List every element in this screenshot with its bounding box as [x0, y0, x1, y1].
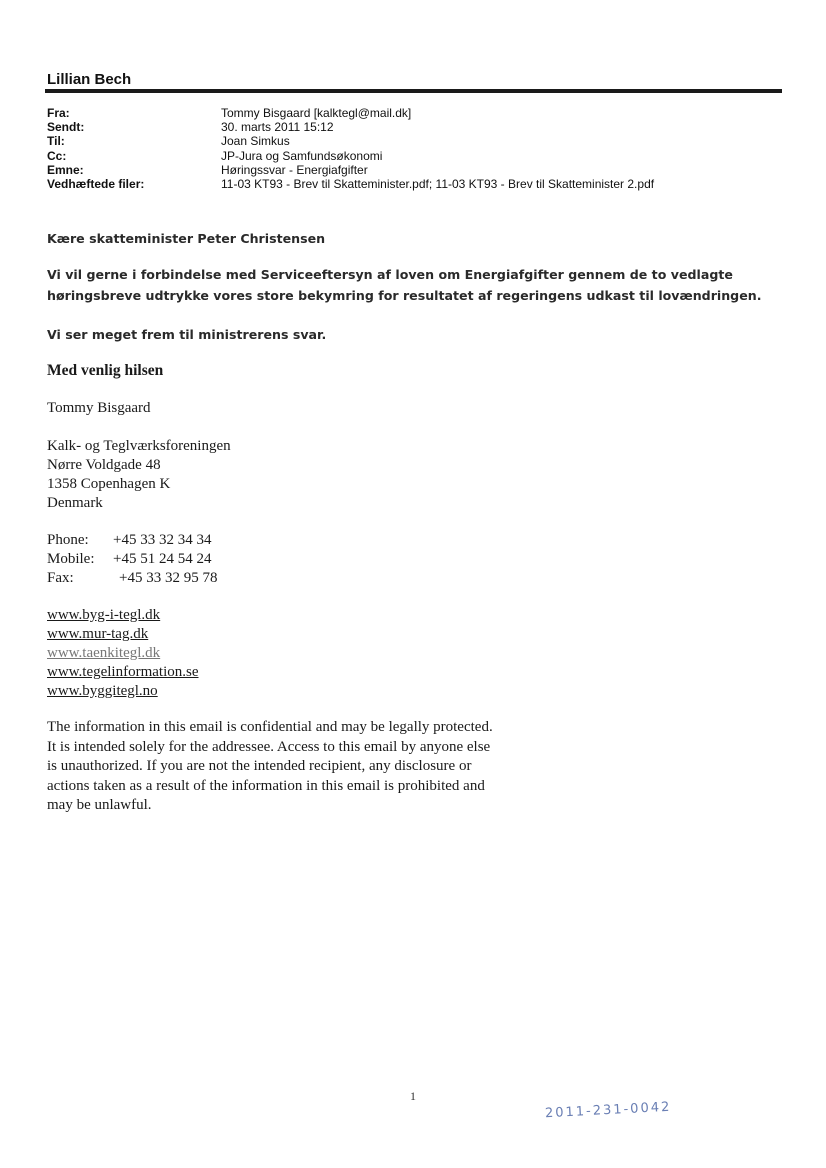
link-byg-i-tegl[interactable]: www.byg-i-tegl.dk — [47, 607, 161, 623]
header-row-sent — [47, 120, 787, 134]
sent-label: Sendt: — [47, 120, 85, 135]
disclaimer-line: may be unlawful. — [47, 797, 152, 813]
confidentiality-disclaimer — [47, 718, 493, 816]
header-row-subject — [47, 163, 787, 177]
header-row-from — [47, 106, 787, 120]
org-country: Denmark — [47, 495, 103, 511]
cc-label: Cc: — [47, 148, 67, 163]
page-number: 1 — [410, 1089, 416, 1103]
fax-label: Fax: — [47, 570, 74, 586]
body-paragraph-1-line-1: Vi vil gerne i forbindelse med Serviceeftersyn af loven om Energiafgifter gennem de to vedlagte — [47, 267, 733, 282]
phone-value: +45 33 32 34 34 — [113, 532, 212, 548]
subject-value: Høringssvar - Energiafgifter — [221, 162, 368, 177]
phone-row — [47, 531, 217, 550]
contact-numbers — [47, 531, 217, 588]
link-taenkitegl[interactable]: www.taenkitegl.dk — [47, 645, 161, 661]
mobile-row — [47, 550, 217, 569]
signer-name: Tommy Bisgaard — [47, 400, 151, 416]
attachments-label: Vedhæftede filer: — [47, 177, 145, 192]
fax-value: +45 33 32 95 78 — [119, 570, 218, 586]
header-row-attachments — [47, 177, 787, 191]
header-row-to — [47, 134, 787, 148]
disclaimer-line: is unauthorized. If you are not the intended recipient, any disclosure or — [47, 758, 472, 774]
mobile-label: Mobile: — [47, 551, 95, 567]
body-paragraph-1-line-2: høringsbreve udtrykke vores store bekymring for resultatet af regeringens udkast til lovændringen. — [47, 288, 762, 303]
cc-value: JP-Jura og Samfundsøkonomi — [221, 148, 383, 163]
header-row-cc — [47, 149, 787, 163]
mobile-value: +45 51 24 54 24 — [113, 551, 212, 567]
sent-value: 30. marts 2011 15:12 — [221, 120, 334, 135]
sender-name: Lillian Bech — [47, 71, 132, 88]
org-street: Nørre Voldgade 48 — [47, 457, 161, 473]
disclaimer-line: It is intended solely for the addressee. Access to this email by anyone else — [47, 738, 491, 755]
organization-address — [47, 437, 231, 513]
from-value: Tommy Bisgaard [kalktegl@mail.dk] — [221, 106, 412, 120]
greeting: Kære skatteminister Peter Christensen — [47, 231, 326, 246]
attachments-value: 11-03 KT93 - Brev til Skatteminister.pdf; 11-03 KT93 - Brev til Skatteminister 2.pdf — [221, 177, 655, 192]
handwritten-file-number: 2011-231-0042 — [544, 1099, 672, 1122]
body-paragraph-1 — [47, 264, 787, 306]
disclaimer-line: actions taken as a result of the information in this email is prohibited and — [47, 777, 485, 794]
org-city: 1358 Copenhagen K — [47, 476, 171, 492]
header-divider — [45, 89, 782, 93]
link-byggitegl[interactable]: www.byggitegl.no — [47, 683, 158, 699]
link-tegelinformation[interactable]: www.tegelinformation.se — [47, 664, 199, 680]
subject-label: Emne: — [47, 162, 84, 177]
disclaimer-line: The information in this email is confidential and may be legally protected. — [47, 719, 493, 735]
phone-label: Phone: — [47, 532, 89, 548]
to-label: Til: — [47, 134, 65, 149]
body-paragraph-2: Vi ser meget frem til ministrerens svar. — [47, 327, 327, 342]
fax-row — [47, 569, 217, 588]
email-header — [47, 106, 787, 191]
org-name: Kalk- og Teglværksforeningen — [47, 438, 231, 454]
closing: Med venlig hilsen — [47, 362, 164, 379]
link-mur-tag[interactable]: www.mur-tag.dk — [47, 626, 149, 642]
website-links — [47, 606, 199, 701]
from-label: Fra: — [47, 106, 70, 120]
to-value: Joan Simkus — [221, 134, 290, 149]
